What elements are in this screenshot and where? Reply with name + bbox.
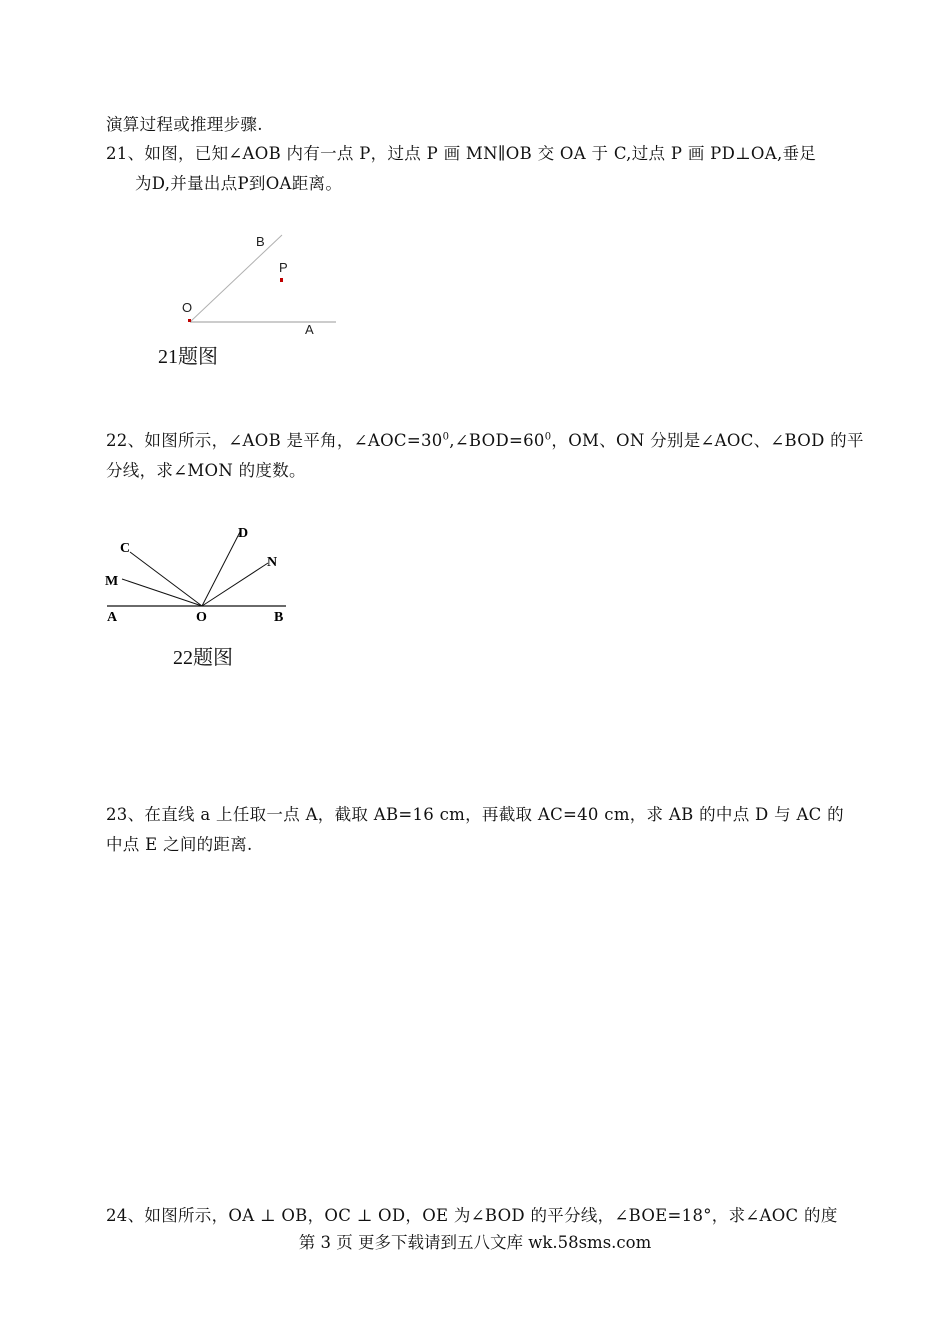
q23-text-line1: 23、在直线 a 上任取一点 A，截取 AB=16 cm，再截取 AC=40 cm，求 AB 的中点 D 与 AC 的 xyxy=(106,805,844,824)
label-p: P xyxy=(279,260,288,275)
point-p-marker xyxy=(280,278,283,282)
q22-text-c: ，OM、ON 分别是∠AOC、∠BOD 的平 xyxy=(551,431,864,450)
ray-oc xyxy=(130,552,202,606)
point-o-marker xyxy=(188,319,191,322)
label-a: A xyxy=(305,322,314,337)
label-c: C xyxy=(120,541,131,556)
label-a: A xyxy=(107,610,118,625)
q24-text-line1: 24、如图所示，OA ⊥ OB，OC ⊥ OD，OE 为∠BOD 的平分线，∠BOE=18°，求∠AOC 的度 xyxy=(106,1206,838,1225)
q22-text-b: ,∠BOD=60 xyxy=(449,431,545,450)
label-b: B xyxy=(274,610,284,625)
label-m: M xyxy=(105,574,119,589)
q21-caption: 21题图 xyxy=(158,346,218,368)
q22-caption: 22题图 xyxy=(173,647,233,669)
q21-text-line1: 21、如图，已知∠AOB 内有一点 P，过点 P 画 MN∥OB 交 OA 于 C,过点 P 画 PD⊥OA,垂足 xyxy=(106,144,817,163)
page-footer: 第 3 页 更多下载请到五八文库 wk.58sms.com xyxy=(298,1233,652,1252)
q22-text-line1 xyxy=(106,427,864,451)
label-b: B xyxy=(256,234,265,249)
label-o: O xyxy=(196,610,207,625)
label-o: O xyxy=(182,300,193,315)
q22-degree-1: 0 xyxy=(442,431,450,443)
q21-figure xyxy=(170,228,410,338)
q22-text-line2: 分线，求∠MON 的度数。 xyxy=(106,461,306,480)
q22-degree-2: 0 xyxy=(544,431,552,443)
ray-on xyxy=(202,563,268,606)
label-n: N xyxy=(267,555,278,570)
ray-ob xyxy=(190,235,282,322)
q22-figure xyxy=(100,520,300,630)
ray-od xyxy=(202,530,241,606)
ray-om xyxy=(122,579,202,606)
q21-text-line2: 为D,并量出点P到OA距离。 xyxy=(135,174,343,193)
intro-text: 演算过程或推理步骤. xyxy=(106,115,263,134)
q22-text-a: 22、如图所示，∠AOB 是平角，∠AOC=30 xyxy=(106,431,443,450)
q23-text-line2: 中点 E 之间的距离. xyxy=(106,835,253,854)
label-d: D xyxy=(238,526,249,541)
